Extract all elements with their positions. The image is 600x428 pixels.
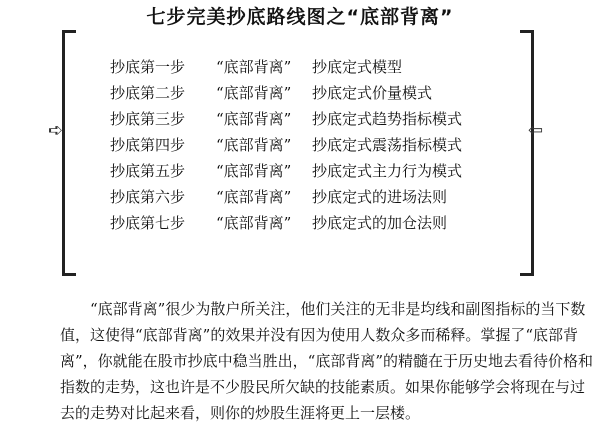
right-bracket [520, 30, 534, 276]
step-list [110, 54, 462, 236]
step-quote: “底部背离” [216, 110, 292, 128]
step-item [110, 158, 462, 184]
step-quote: “底部背离” [216, 162, 292, 180]
step-quote: “底部背离” [216, 188, 292, 206]
step-item [110, 132, 462, 158]
right-arrow-icon: ➪ [48, 120, 64, 141]
step-number: 抄底第一步 [110, 58, 186, 76]
step-quote: “底部背离” [216, 214, 292, 232]
step-description: 抄底定式价量模式 [312, 84, 433, 102]
step-number: 抄底第四步 [110, 136, 186, 154]
step-description: 抄底定式的进场法则 [312, 188, 448, 206]
step-item [110, 210, 462, 236]
step-description: 抄底定式模型 [312, 58, 403, 76]
step-number: 抄底第五步 [110, 162, 186, 180]
step-number: 抄底第三步 [110, 110, 186, 128]
step-item [110, 184, 462, 210]
step-description: 抄底定式趋势指标模式 [312, 110, 463, 128]
step-description: 抄底定式的加仓法则 [312, 214, 448, 232]
step-item [110, 54, 462, 80]
step-item [110, 106, 462, 132]
step-quote: “底部背离” [216, 136, 292, 154]
step-number: 抄底第六步 [110, 188, 186, 206]
step-quote: “底部背离” [216, 84, 292, 102]
step-quote: “底部背离” [216, 58, 292, 76]
step-description: 抄底定式主力行为模式 [312, 162, 463, 180]
left-bracket [62, 30, 76, 276]
step-number: 抄底第二步 [110, 84, 186, 102]
step-description: 抄底定式震荡指标模式 [312, 136, 463, 154]
left-arrow-icon: ⇦ [528, 120, 544, 141]
page-title: 七步完美抄底路线图之“底部背离” [146, 6, 454, 28]
step-item [110, 80, 462, 106]
step-number: 抄底第七步 [110, 214, 186, 232]
body-paragraph: “底部背离”很少为散户所关注，他们关注的无非是均线和副图指标的当下数值，这使得“底部背离”的效果并没有因为使用人数众多而稀释。掌握了“底部背离”，你就能在股市抄底中稳当胜出，“底部背离”的精髓在于历史地去看待价格和指数的走势，这也许是不少股民所欠缺的技能素质。如果你能够学会将现在与过去的走势对比起来看，则你的炒股生涯将更上一层楼。 [60, 300, 594, 422]
